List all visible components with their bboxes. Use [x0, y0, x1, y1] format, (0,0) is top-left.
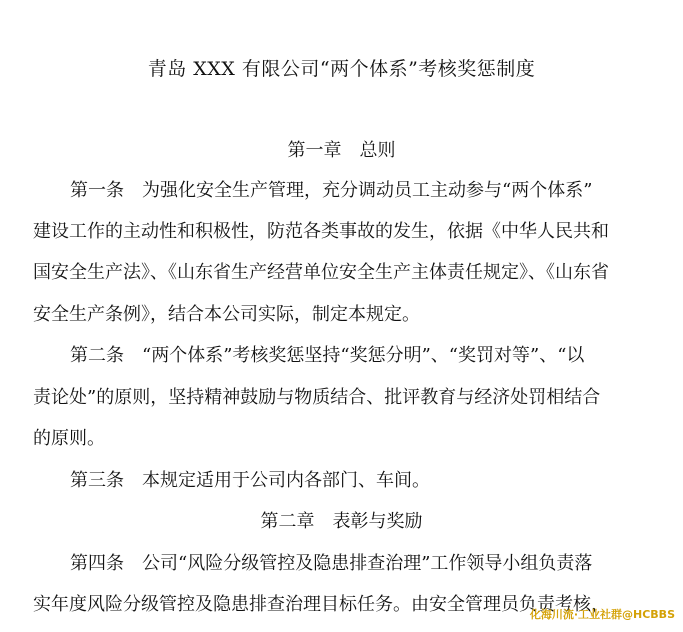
watermark-text: 化海川流·工业社群@HCBBS — [529, 608, 675, 621]
article-2-line-3: 的原则。 — [33, 428, 105, 449]
chapter-2-heading — [0, 507, 683, 537]
article-4-line-1: 第四条 公司“风险分级管控及隐患排查治理”工作领导小组负责落 — [70, 553, 593, 574]
article-2-line-1: 第二条 “两个体系”考核奖惩坚持“奖惩分明”、“奖罚对等”、“以 — [70, 345, 585, 366]
chapter-1-heading — [0, 136, 683, 166]
article-1-line-2: 建设工作的主动性和积极性，防范各类事故的发生，依据《中华人民共和 — [33, 221, 609, 242]
article-2-line-2: 责论处”的原则，坚持精神鼓励与物质结合、批评教育与经济处罚相结合 — [33, 387, 601, 408]
chapter-2-name: 表彰与奖励 — [332, 511, 423, 532]
article-1-line-3: 国安全生产法》、《山东省生产经营单位安全生产主体责任规定》、《山东省 — [33, 262, 609, 283]
chapter-2-number: 第二章 — [260, 511, 315, 532]
article-1-line-1: 第一条 为强化安全生产管理，充分调动员工主动参与“两个体系” — [70, 180, 593, 201]
chapter-1-number: 第一章 — [287, 140, 342, 161]
chapter-1-name: 总则 — [359, 140, 396, 161]
document-title: 青岛 XXX 有限公司“两个体系”考核奖惩制度 — [147, 58, 536, 80]
article-3-line-1: 第三条 本规定适用于公司内各部门、车间。 — [70, 470, 430, 491]
article-4-line-2: 实年度风险分级管控及隐患排查治理目标任务。由安全管理员负责考核， — [33, 594, 609, 615]
article-1-line-4: 安全生产条例》，结合本公司实际，制定本规定。 — [33, 304, 420, 325]
